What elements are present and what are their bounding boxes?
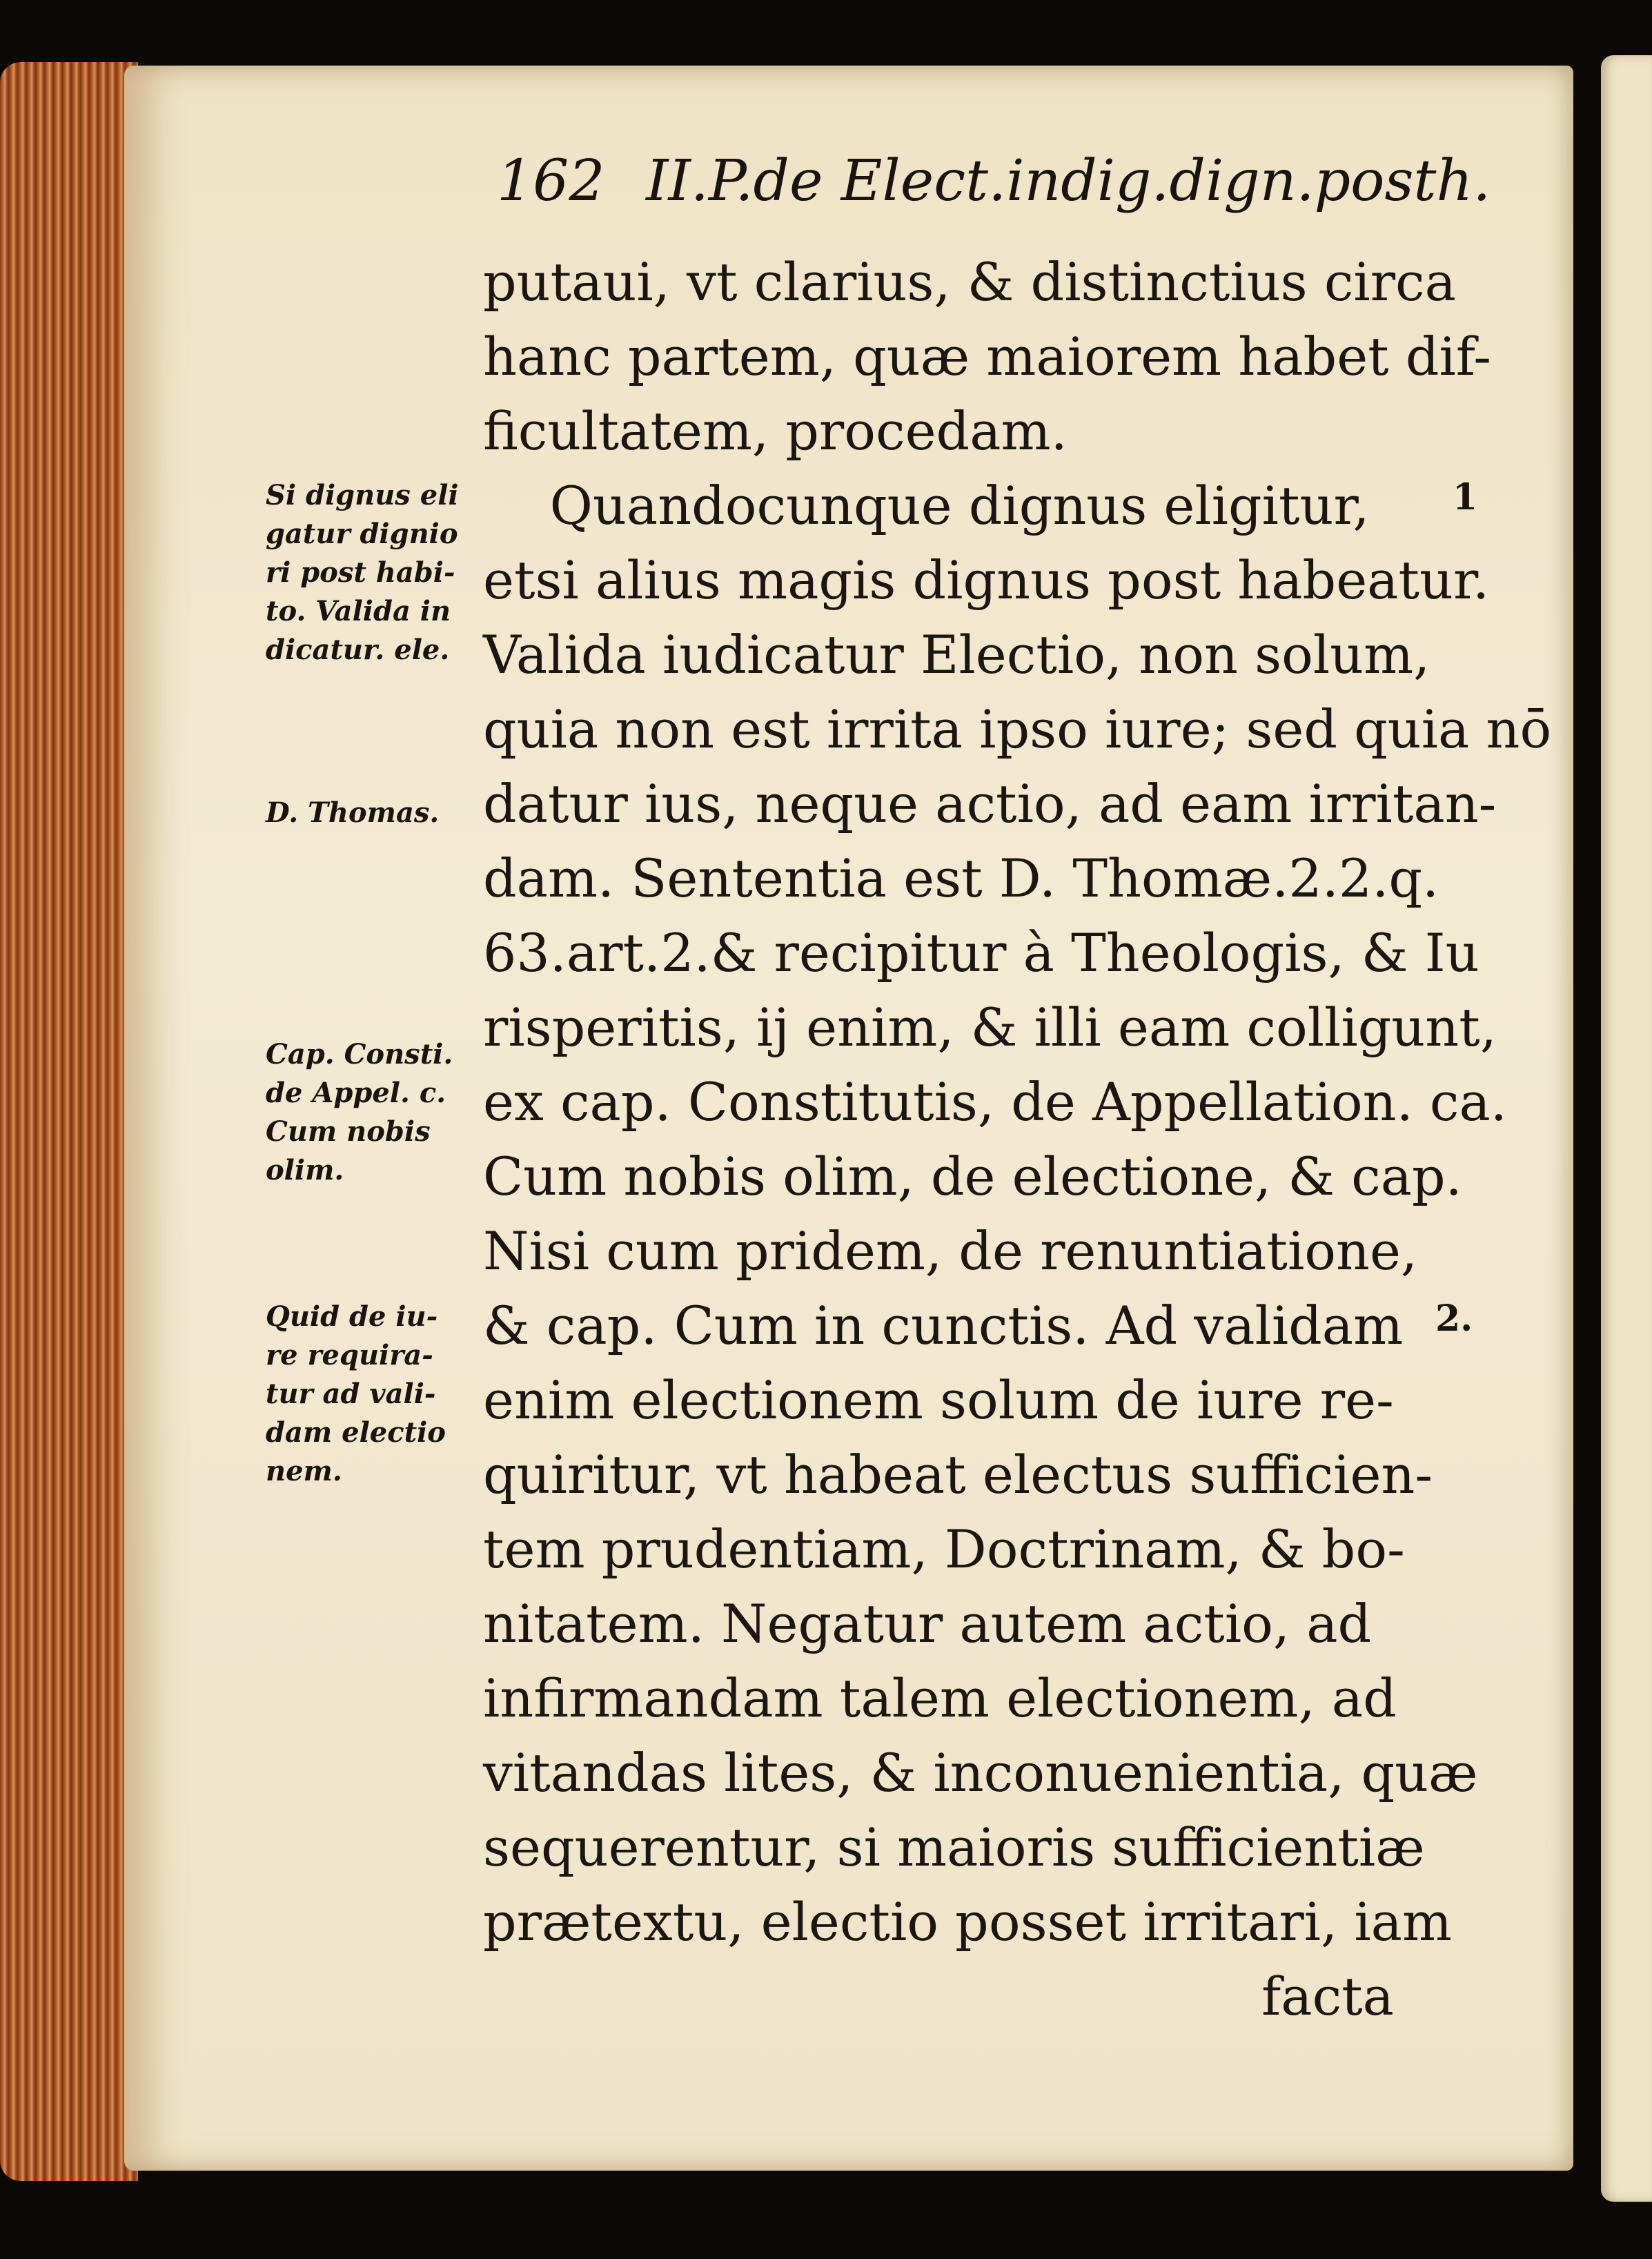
text-line: enim electionem solum de iure re- [483, 1369, 1394, 1431]
margin-note-line: Cap. Consti. [266, 1038, 453, 1070]
margin-note-line: re requira- [266, 1339, 433, 1371]
margin-note-line: tur ad vali- [266, 1378, 436, 1410]
text-line: 63.art.2.& recipitur à Theologis, & Iu [483, 922, 1479, 984]
main-text-block [483, 245, 1552, 2034]
text-line: hanc partem, quæ maiorem habet dif- [483, 326, 1491, 387]
margin-note-line: to. Valida in [266, 595, 451, 627]
margin-note-line: dam electio [266, 1416, 446, 1449]
section-marker: 2. [1435, 1298, 1473, 1340]
section-marker: 1 [1453, 476, 1478, 518]
text-line: etsi alius magis dignus post habeatur. [483, 549, 1490, 611]
text-line: Nisi cum pridem, de renuntiatione, [483, 1220, 1418, 1282]
facing-page-edge [1601, 55, 1652, 2202]
text-line: nitatem. Negatur autem actio, ad [483, 1593, 1372, 1654]
margin-note-line: nem. [266, 1455, 342, 1487]
text-line: sequerentur, si maioris sufficientiæ [483, 1817, 1425, 1878]
margin-note-line: gatur dignio [266, 518, 458, 550]
text-line: datur ius, neque actio, ad eam irritan- [483, 773, 1497, 834]
text-line: quiritur, vt habeat electus sufficien- [483, 1444, 1433, 1505]
running-title: II.P.de Elect.indig.dign.posth. [646, 148, 1491, 214]
running-head [497, 148, 1491, 231]
margin-note [266, 1035, 493, 1190]
text-line: dam. Sententia est D. Thomæ.2.2.q. [483, 848, 1439, 909]
text-line: vitandas lites, & inconuenientia, quæ [483, 1742, 1478, 1803]
text-line: quia non est irrita ipso iure; sed quia nō [483, 698, 1552, 760]
margin-note-line: Quid de iu- [266, 1300, 438, 1333]
margin-note-line: dicatur. ele. [266, 634, 450, 666]
text-line: infirmandam talem electionem, ad [483, 1668, 1397, 1729]
catchword: facta [1261, 1966, 1394, 2027]
text-line: tem prudentiam, Doctrinam, & bo- [483, 1518, 1405, 1580]
margin-note [266, 476, 493, 669]
margin-note [266, 794, 493, 832]
margin-note-line: Cum nobis [266, 1115, 431, 1148]
page-number: 162 [497, 148, 605, 214]
margin-note-line: olim. [266, 1154, 344, 1186]
page-edges [0, 62, 138, 2181]
margin-note [266, 1298, 493, 1491]
margin-note-line: Si dignus eli [266, 479, 459, 511]
margin-note-line: D. Thomas. [266, 796, 440, 829]
text-line: & cap. Cum in cunctis. Ad validam [483, 1295, 1404, 1356]
text-line: ficultatem, procedam. [483, 400, 1068, 462]
text-line: risperitis, ij enim, & illi eam colligunt, [483, 997, 1497, 1058]
margin-note-line: ri post habi- [266, 556, 455, 589]
text-line: prætextu, electio posset irritari, iam [483, 1891, 1453, 1953]
text-line: Quandocunque dignus eligitur, [483, 475, 1370, 536]
text-line: Cum nobis olim, de electione, & cap. [483, 1146, 1462, 1207]
text-line: ex cap. Constitutis, de Appellation. ca. [483, 1071, 1507, 1133]
text-line: Valida iudicatur Electio, non solum, [483, 624, 1430, 685]
text-line: putaui, vt clarius, & distinctius circa [483, 251, 1456, 313]
margin-note-line: de Appel. c. [266, 1077, 446, 1109]
